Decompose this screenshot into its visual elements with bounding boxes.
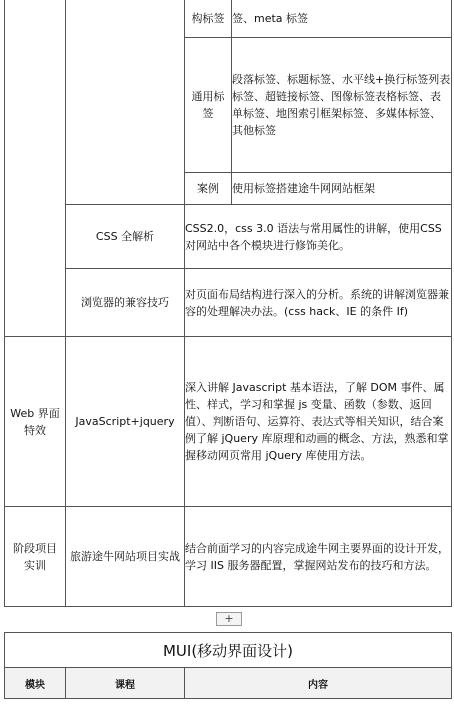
mui-table-title: MUI(移动界面设计) xyxy=(5,633,452,668)
header-module: 模块 xyxy=(5,668,66,699)
module-project-training: 阶段项目实训 xyxy=(5,507,66,607)
add-row-button[interactable]: + xyxy=(216,612,242,626)
module-web-effects: Web 界面特效 xyxy=(5,337,66,507)
curriculum-table xyxy=(4,0,452,607)
sub-label-general: 通用标签 xyxy=(185,38,232,173)
content-browser-compat: 对页面布局结构进行深入的分析。系统的讲解浏览器兼容的处理解决办法。(css hack、IE 的条件 If) xyxy=(185,269,452,337)
content-javascript: 深入讲解 Javascript 基本语法，了解 DOM 事件、属性、样式，学习和掌握 js 变量、函数（参数、返回值）、判断语句、运算符、表达式等相关知识，结合案例了解 jQuery 库原理和动画的概念、方法，熟悉和掌握移动网页常用 jQuery 库使用方法。 xyxy=(185,337,452,507)
mui-table xyxy=(4,632,452,699)
course-tuniu-project: 旅游途牛网站项目实战 xyxy=(66,507,185,607)
course-cell-empty xyxy=(66,0,185,205)
header-course: 课程 xyxy=(66,668,185,699)
content-css: CSS2.0，css 3.0 语法与常用属性的讲解，使用CSS 对网站中各个模块进行修饰美化。 xyxy=(185,205,452,269)
content-structure-tags: 签、meta 标签 xyxy=(232,0,452,38)
sub-label-case: 案例 xyxy=(185,173,232,205)
content-case: 使用标签搭建途牛网网站框架 xyxy=(232,173,452,205)
module-cell-empty xyxy=(5,0,66,337)
sub-label-structure: 构标签 xyxy=(185,0,232,38)
course-javascript-jquery: JavaScript+jquery xyxy=(66,337,185,507)
course-css: CSS 全解析 xyxy=(66,205,185,269)
course-browser-compat: 浏览器的兼容技巧 xyxy=(66,269,185,337)
content-general-tags: 段落标签、标题标签、水平线+换行标签列表标签、超链接标签、图像标签表格标签、表单标签、地图索引框架标签、多媒体标签、其他标签 xyxy=(232,38,452,173)
header-content: 内容 xyxy=(185,668,452,699)
content-project: 结合前面学习的内容完成途牛网主要界面的设计开发，学习 IIS 服务器配置，掌握网站发布的技巧和方法。 xyxy=(185,507,452,607)
